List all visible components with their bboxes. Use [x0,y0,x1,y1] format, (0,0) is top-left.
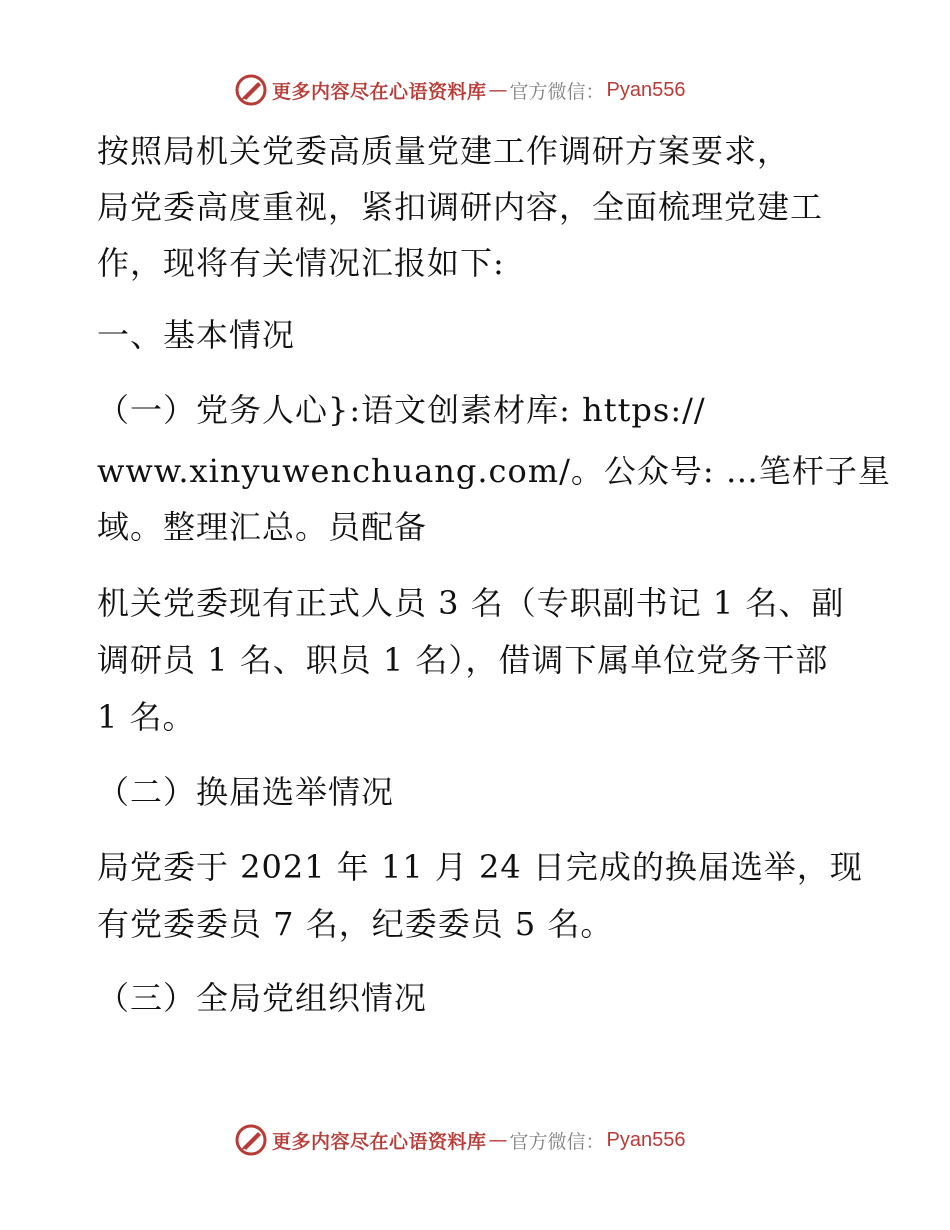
paragraph-line: 调研员 1 名、职员 1 名），借调下属单位党务干部 [97,641,829,679]
subsection-heading: （二）换届选举情况 [97,773,395,811]
paragraph-line: 局党委于 2021 年 11 月 24 日完成的换届选举，现 [97,848,863,886]
subsection-heading: （一）党务人心}:语文创素材库: https:// [97,391,706,429]
watermark-brand-text: 更多内容尽在心语资料库 [272,80,487,103]
watermark-dash: — [488,1129,508,1151]
paragraph-line: 1 名。 [97,698,196,736]
footer-watermark [234,1123,686,1157]
watermark-wechat-id: Pyan556 [606,78,686,101]
paragraph-line: 按照局机关党委高质量党建工作调研方案要求， [97,132,791,170]
watermark-official-label: 官方微信： [509,1130,605,1153]
paragraph-line: 有党委委员 7 名，纪委委员 5 名。 [97,905,614,943]
quill-pen-logo-icon [234,73,268,107]
section-heading: 一、基本情况 [97,316,296,354]
paragraph-line: 局党委高度重视，紧扣调研内容，全面梳理党建工 [97,188,824,226]
paragraph-line: 域。整理汇总。员配备 [97,508,428,546]
quill-pen-logo-icon [234,1123,268,1157]
watermark-wechat-id: Pyan556 [606,1128,686,1151]
watermark-dash: — [488,79,508,101]
header-watermark [234,73,686,107]
paragraph-line: 作，现将有关情况汇报如下: [97,244,505,282]
subsection-heading: （三）全局党组织情况 [97,979,428,1017]
paragraph-line: www.xinyuwenchuang.com/。公众号: …笔杆子星 [97,452,891,490]
watermark-brand-text: 更多内容尽在心语资料库 [272,1130,487,1153]
watermark-official-label: 官方微信： [509,80,605,103]
paragraph-line: 机关党委现有正式人员 3 名（专职副书记 1 名、副 [97,584,845,622]
